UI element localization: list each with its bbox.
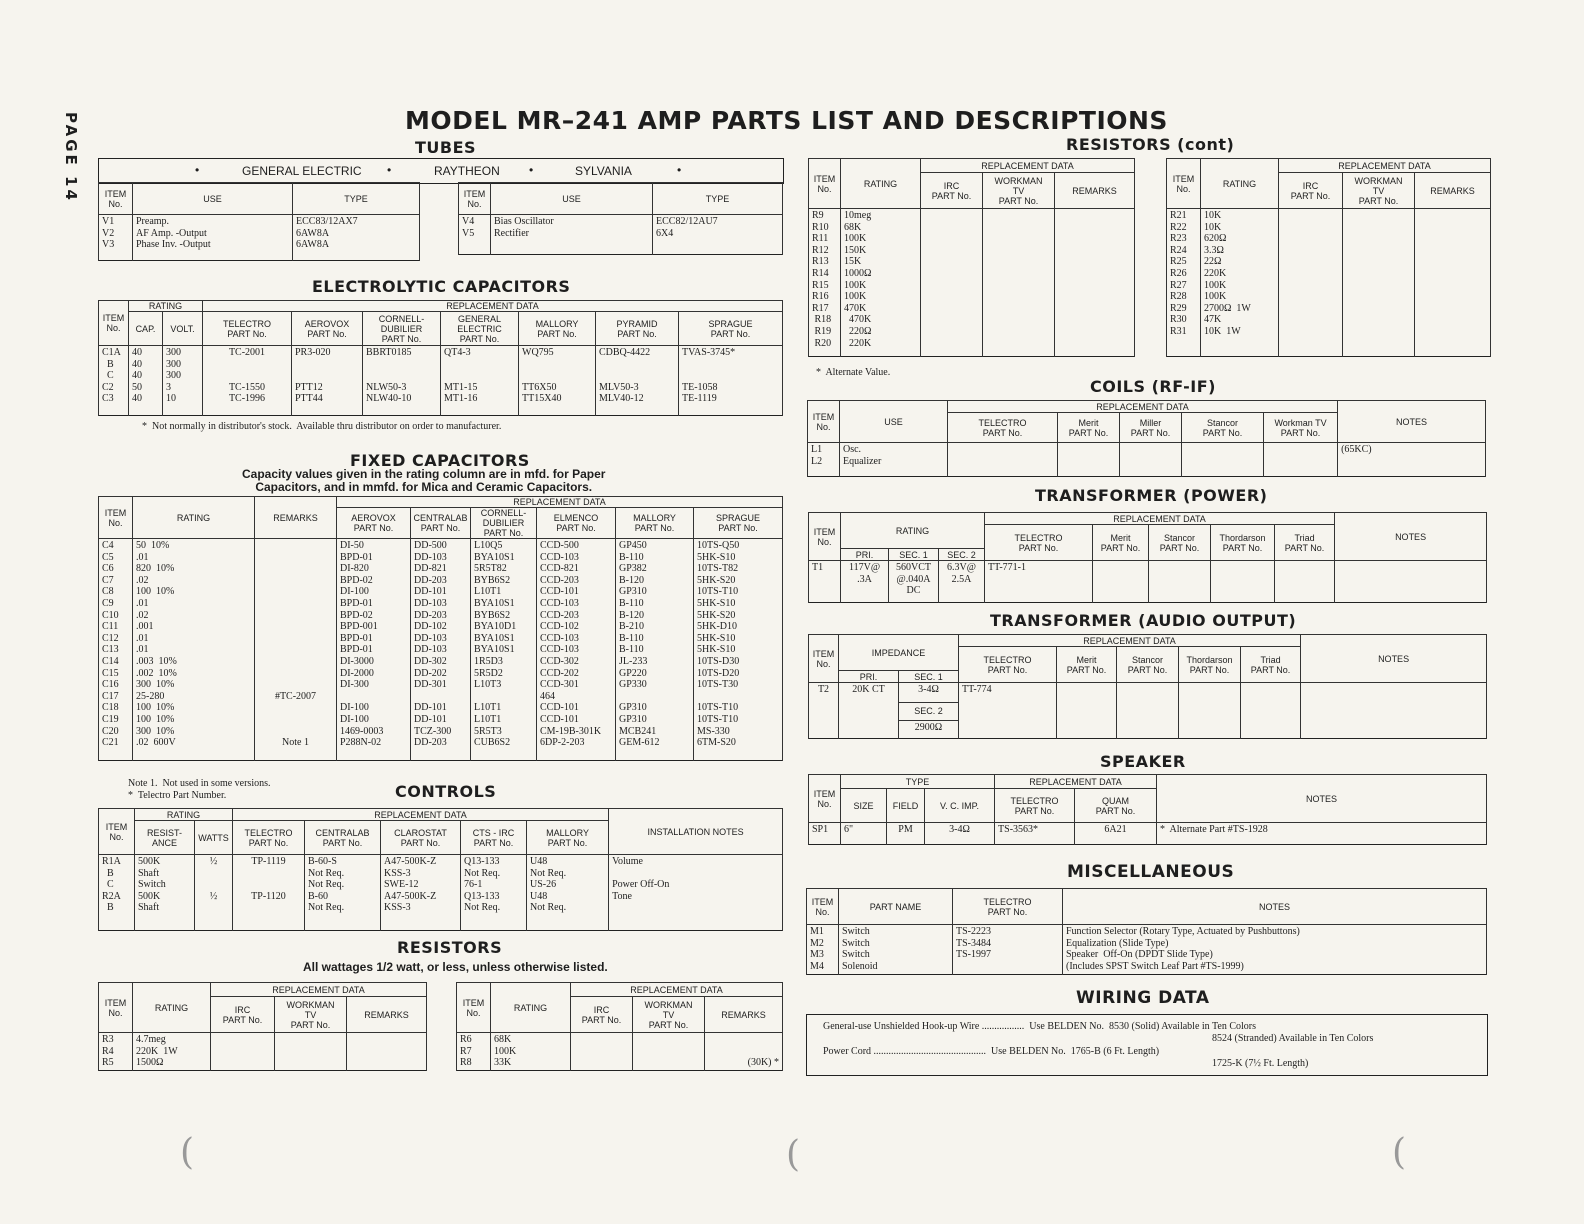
wiring-line-4: 1725-K (7½ Ft. Length) [1212, 1058, 1309, 1069]
hdr-replacement: REPLACEMENT DATA [233, 809, 609, 821]
col-stancor [1149, 561, 1211, 603]
hdr-telectro: TELECTRO PART No. [995, 789, 1075, 823]
speaker-title: SPEAKER [1100, 752, 1186, 771]
col-mallory: WQ795 TT6X50 TT15X40 [519, 346, 596, 416]
col-telectro: TS-3563* [995, 823, 1075, 845]
hdr-item: ITEM No. [99, 809, 135, 855]
col-notes: * Alternate Part #TS-1928 [1157, 823, 1487, 845]
tube-brands-bar: • GENERAL ELECTRIC • RAYTHEON • SYLVANIA • [98, 158, 784, 184]
hdr-replacement: REPLACEMENT DATA [337, 497, 783, 508]
hdr-merit: Merit PART No. [1057, 647, 1117, 683]
hdr-field: FIELD [887, 789, 925, 823]
col-workman [633, 1033, 705, 1071]
electrolytic-footnote: * Not normally in distributor's stock. Available thru distributor on order to manufacturer. [142, 421, 502, 432]
wiring-title: WIRING DATA [1076, 988, 1210, 1008]
tube-items: V4 V5 [459, 215, 491, 255]
col-item: T1 [809, 561, 841, 603]
fixed-table [98, 496, 783, 761]
resistors-cont-footnote: * Alternate Value. [816, 367, 891, 378]
wiring-box [806, 1014, 1488, 1076]
hdr-item: ITEM No. [809, 635, 839, 683]
col-item: T2 [809, 683, 839, 739]
hdr-replacement: REPLACEMENT DATA [985, 513, 1335, 525]
col-watts: ½ ½ [195, 855, 233, 931]
hdr-impedance: IMPEDANCE [839, 635, 959, 671]
hdr-clarostat: CLAROSTAT PART No. [381, 821, 461, 855]
hdr-notes: NOTES [1157, 775, 1487, 823]
hdr-replacement: REPLACEMENT DATA [1279, 159, 1491, 173]
col-cornell: BBRT0185 NLW50-3 NLW40-10 [363, 346, 441, 416]
tube-uses: Bias Oscillator Rectifier [491, 215, 653, 255]
col-remarks [1055, 209, 1135, 357]
hdr-centralab: CENTRALAB PART No. [305, 821, 381, 855]
hdr-item: ITEM No. [808, 401, 840, 443]
hdr-sec2: SEC. 2 [939, 549, 985, 561]
hdr-replacement: REPLACEMENT DATA [921, 159, 1135, 173]
col-sec1: 560VCT @.040A DC [889, 561, 939, 603]
col-sprague: TVAS-3745* TE-1058 TE-1119 [679, 346, 783, 416]
hdr-irc: IRC PART No. [1279, 173, 1343, 209]
col-clarostat: A47-500K-Z KSS-3 SWE-12 A47-500K-Z KSS-3 [381, 855, 461, 931]
hdr-rating: RATING [135, 809, 233, 821]
col-rating: 50 10% .01 820 10% .02 100 10% .01 .02 .001 .01 .01 .003 10% .002 10% 300 10% 25-280 100 10% 100 10% 300 10% .02 600V [133, 539, 255, 761]
col-ge: QT4-3 MT1-15 MT1-16 [441, 346, 519, 416]
hdr-rating: RATING [129, 301, 203, 312]
col-telectro: TP-1119 TP-1120 [233, 855, 305, 931]
hdr-remarks: REMARKS [347, 997, 427, 1033]
hdr-workman: WORKMAN TV PART No. [275, 997, 347, 1033]
hdr-pyramid: PYRAMID PART No. [596, 312, 679, 346]
col-remarks [347, 1033, 427, 1071]
col-telectro: TC-2001 TC-1550 TC-1996 [203, 346, 292, 416]
col-item: M1 M2 M3 M4 [807, 925, 839, 975]
hdr-aerovox: AEROVOX PART No. [337, 508, 411, 539]
hdr-stancor: Stancor PART No. [1149, 525, 1211, 561]
hdr-centralab: CENTRALAB PART No. [411, 508, 471, 539]
col-pri: 20K CT [839, 683, 899, 739]
col-telectro: TT-771-1 [985, 561, 1093, 603]
col-cornell: L10Q5 BYA10S1 5R5T82 BYB6S2 L10T1 BYA10S1 BYB6S2 BYA10D1 BYA10S1 BYA10S1 1R5D3 5R5D2 L10T3 L10T1 L10T1 5R5T3 CUB6S2 [471, 539, 537, 761]
wiring-line-3: Power Cord ............................................. Use BELDEN No. 1765-B (6 Ft. Length) [823, 1046, 1160, 1057]
hdr-replacement: REPLACEMENT DATA [995, 775, 1157, 789]
hdr-watts: WATTS [195, 821, 233, 855]
col-stancor [1117, 683, 1179, 739]
wiring-line-2: 8524 (Stranded) Available in Ten Colors [1212, 1033, 1374, 1044]
hdr-replacement: REPLACEMENT DATA [948, 401, 1338, 413]
col-sec1: 3-4Ω [899, 683, 959, 703]
hdr-rating: RATING [133, 497, 255, 539]
hdr-use: USE [491, 183, 653, 215]
tubes-title: TUBES [415, 138, 477, 157]
hdr-item: ITEM No. [809, 159, 841, 209]
hdr-workman: Workman TV PART No. [1264, 413, 1338, 443]
tube-types: ECC82/12AU7 6X4 [653, 215, 783, 255]
col-sprague: 10TS-Q50 5HK-S10 10TS-T82 5HK-S20 10TS-T10 5HK-S10 5HK-S20 5HK-D10 5HK-S10 5HK-S10 10TS-D30 10TS-D20 10TS-T30 10TS-T10 10TS-T10 MS-330 6TM-S20 [694, 539, 783, 761]
fixed-subtitle: Capacity values given in the rating column are in mfd. for Paper Capacitors, and in mmfd. for Mica and Ceramic Capacitors. [242, 467, 606, 494]
resistors-subtitle: All wattages 1/2 watt, or less, unless otherwise listed. [303, 960, 608, 974]
col-telectro: TS-2223 TS-3484 TS-1997 [953, 925, 1063, 975]
hdr-merit: Merit PART No. [1058, 413, 1120, 443]
tube-items: V1 V2 V3 [99, 215, 133, 261]
col-item: C4 C5 C6 C7 C8 C9 C10 C11 C12 C13 C14 C15 C16 C17 C18 C19 C20 C21 [99, 539, 133, 761]
hdr-replacement: REPLACEMENT DATA [959, 635, 1301, 647]
hdr-replacement: REPLACEMENT DATA [211, 983, 427, 997]
hdr-vc-imp: V. C. IMP. [925, 789, 995, 823]
col-irc [211, 1033, 275, 1071]
resistors-title: RESISTORS [397, 938, 503, 957]
tube-uses: Preamp. AF Amp. -Output Phase Inv. -Output [133, 215, 293, 261]
col-irc [921, 209, 983, 357]
col-remarks: #TC-2007 Note 1 [255, 539, 337, 761]
hdr-volt: VOLT. [163, 312, 203, 346]
fixed-title: FIXED CAPACITORS [350, 451, 530, 470]
hdr-telectro: TELECTRO PART No. [953, 889, 1063, 925]
hdr-pri: PRI. [841, 549, 889, 561]
hdr-item: ITEM No. [459, 183, 491, 215]
speaker-table [808, 774, 1487, 845]
hdr-notes: NOTES [1063, 889, 1487, 925]
col-item: R3 R4 R5 [99, 1033, 133, 1071]
page-label: PAGE 14 [62, 112, 80, 203]
hdr-rating: RATING [491, 983, 571, 1033]
tpower-title: TRANSFORMER (POWER) [1035, 486, 1268, 505]
electrolytic-table [98, 300, 783, 416]
hdr-ge: GENERAL ELECTRIC PART No. [441, 312, 519, 346]
hdr-replacement: REPLACEMENT DATA [203, 301, 783, 312]
hdr-merit: Merit PART No. [1093, 525, 1149, 561]
col-rating: 4.7meg 220K 1W 1500Ω [133, 1033, 211, 1071]
col-use: Osc. Equalizer [840, 443, 948, 477]
hdr-triad: Triad PART No. [1241, 647, 1301, 683]
col-merit [1057, 683, 1117, 739]
hdr-telectro: TELECTRO PART No. [203, 312, 292, 346]
col-size: 6" [841, 823, 887, 845]
hdr-sprague: SPRAGUE PART No. [679, 312, 783, 346]
hdr-type: TYPE [293, 183, 420, 215]
col-elmenco: CCD-500 CCD-103 CCD-821 CCD-203 CCD-101 CCD-103 CCD-203 CCD-102 CCD-103 CCD-103 CCD-302 CCD-202 CCD-301 464 CCD-101 CCD-101 CM-19B-301K 6DP-2-203 [537, 539, 616, 761]
col-workman [1264, 443, 1338, 477]
tubes-table-right [458, 182, 783, 255]
hdr-remarks: REMARKS [255, 497, 337, 539]
hdr-cornell: CORNELL- DUBILIER PART No. [363, 312, 441, 346]
col-sec2: 6.3V@ 2.5A [939, 561, 985, 603]
col-triad [1241, 683, 1301, 739]
col-merit [1093, 561, 1149, 603]
hdr-item: ITEM No. [807, 889, 839, 925]
brand-raytheon: RAYTHEON [434, 164, 500, 178]
hdr-rating: RATING [1201, 159, 1279, 209]
hdr-item: ITEM No. [99, 497, 133, 539]
hdr-part-name: PART NAME [839, 889, 953, 925]
resistors-table-right [456, 982, 783, 1071]
wiring-line-1: General-use Unshielded Hook-up Wire ................. Use BELDEN No. 8530 (Solid) Available in Ten Colors [823, 1021, 1256, 1032]
hdr-item: ITEM No. [99, 183, 133, 215]
electrolytic-title: ELECTROLYTIC CAPACITORS [312, 277, 571, 296]
hdr-resistance: RESIST- ANCE [135, 821, 195, 855]
col-centralab: DD-500 DD-103 DD-821 DD-203 DD-101 DD-103 DD-203 DD-102 DD-103 DD-103 DD-302 DD-202 DD-301 DD-101 DD-101 TCZ-300 DD-203 [411, 539, 471, 761]
col-item: R1A B C R2A B [99, 855, 135, 931]
controls-table [98, 808, 783, 931]
hdr-type: TYPE [841, 775, 995, 789]
col-quam: 6A21 [1075, 823, 1157, 845]
hdr-sec1: SEC. 1 [899, 671, 959, 683]
col-telectro: TT-774 [959, 683, 1057, 739]
col-item: SP1 [809, 823, 841, 845]
hdr-telectro: TELECTRO PART No. [948, 413, 1058, 443]
hdr-replacement: REPLACEMENT DATA [571, 983, 783, 997]
col-notes [1301, 683, 1487, 739]
resistors-table-left [98, 982, 427, 1071]
col-pyramid: CDBQ-4422 MLV50-3 MLV40-12 [596, 346, 679, 416]
col-merit [1058, 443, 1120, 477]
hdr-notes: NOTES [1301, 635, 1487, 683]
col-remarks: (30K) * [705, 1033, 783, 1071]
controls-title: CONTROLS [395, 782, 497, 801]
col-stancor [1182, 443, 1264, 477]
hdr-item: ITEM No. [457, 983, 491, 1033]
misc-table [806, 888, 1487, 975]
col-centralab: B-60-S Not Req. Not Req. B-60 Not Req. [305, 855, 381, 931]
hdr-sprague: SPRAGUE PART No. [694, 508, 783, 539]
resistors-cont-table-left [808, 158, 1135, 357]
col-remarks [1415, 209, 1491, 357]
col-cts-irc: Q13-133 Not Req. 76-1 Q13-133 Not Req. [461, 855, 527, 931]
col-rating: 68K 100K 33K [491, 1033, 571, 1071]
taudio-table [808, 634, 1487, 739]
hdr-use: USE [840, 401, 948, 443]
hdr-mallory: MALLORY PART No. [616, 508, 694, 539]
hdr-quam: QUAM PART No. [1075, 789, 1157, 823]
col-workman [983, 209, 1055, 357]
binder-mark: ( [180, 1132, 195, 1173]
col-notes: Function Selector (Rotary Type, Actuated by Pushbuttons) Equalization (Slide Type) Speaker Off-On (DPDT Slide Type) (Includes SPST Switch Leaf Part #TS-1999) [1063, 925, 1487, 975]
col-item: R21 R22 R23 R24 R25 R26 R27 R28 R29 R30 R31 [1167, 209, 1201, 357]
hdr-telectro: TELECTRO PART No. [233, 821, 305, 855]
hdr-type: TYPE [653, 183, 783, 215]
hdr-remarks: REMARKS [705, 997, 783, 1033]
hdr-workman: WORKMAN TV PART No. [1343, 173, 1415, 209]
col-rating: 10meg 68K 100K 150K 15K 1000Ω 100K 100K 470K 470K 220Ω 220K [841, 209, 921, 357]
col-notes: (65KC) [1338, 443, 1486, 477]
hdr-stancor: Stancor PART No. [1182, 413, 1264, 443]
hdr-telectro: TELECTRO PART No. [959, 647, 1057, 683]
hdr-item: ITEM No. [99, 301, 129, 346]
col-irc [1279, 209, 1343, 357]
col-telectro [948, 443, 1058, 477]
hdr-mallory: MALLORY PART No. [527, 821, 609, 855]
hdr-pri: PRI. [839, 671, 899, 683]
hdr-sec1: SEC. 1 [889, 549, 939, 561]
hdr-notes: NOTES [1338, 401, 1486, 443]
col-sec2: 2900Ω [899, 721, 959, 739]
col-cap: 40 40 40 50 40 [129, 346, 163, 416]
hdr-irc: IRC PART No. [921, 173, 983, 209]
hdr-workman: WORKMAN TV PART No. [983, 173, 1055, 209]
col-miller [1120, 443, 1182, 477]
hdr-telectro: TELECTRO PART No. [985, 525, 1093, 561]
col-aerovox: PR3-020 PTT12 PTT44 [292, 346, 363, 416]
col-item: C1A B C C2 C3 [99, 346, 129, 416]
resistors-cont-table-right [1166, 158, 1491, 357]
page-title: MODEL MR–241 AMP PARTS LIST AND DESCRIPTIONS [405, 106, 1168, 135]
col-field: PM [887, 823, 925, 845]
hdr-item: ITEM No. [809, 775, 841, 823]
hdr-aerovox: AEROVOX PART No. [292, 312, 363, 346]
col-mallory: GP450 B-110 GP382 B-120 GP310 B-110 B-120 B-210 B-110 B-110 JL-233 GP220 GP330 GP310 GP310 MCB241 GEM-612 [616, 539, 694, 761]
hdr-cornell: CORNELL- DUBILIER PART No. [471, 508, 537, 539]
col-notes [1335, 561, 1487, 603]
hdr-use: USE [133, 183, 293, 215]
hdr-elmenco: ELMENCO PART No. [537, 508, 616, 539]
binder-mark: ( [1392, 1132, 1407, 1173]
resistors-cont-title: RESISTORS (cont) [1066, 135, 1235, 154]
hdr-rating: RATING [133, 983, 211, 1033]
col-rating: 10K 10K 620Ω 3.3Ω 22Ω 220K 100K 100K 2700Ω 1W 47K 10K 1W [1201, 209, 1279, 357]
hdr-miller: Miller PART No. [1120, 413, 1182, 443]
misc-title: MISCELLANEOUS [1067, 862, 1235, 882]
coils-table [807, 400, 1486, 477]
col-vc-imp: 3-4Ω [925, 823, 995, 845]
col-irc [571, 1033, 633, 1071]
hdr-workman: WORKMAN TV PART No. [633, 997, 705, 1033]
col-mallory: U48 Not Req. US-26 U48 Not Req. [527, 855, 609, 931]
hdr-size: SIZE [841, 789, 887, 823]
col-resistance: 500K Shaft Switch 500K Shaft [135, 855, 195, 931]
hdr-installation-notes: INSTALLATION NOTES [609, 809, 783, 855]
col-installation-notes: Volume Power Off-On Tone [609, 855, 783, 931]
hdr-item: ITEM No. [809, 513, 841, 561]
brand-sylvania: SYLVANIA [575, 164, 632, 178]
col-item: R6 R7 R8 [457, 1033, 491, 1071]
fixed-notes: Note 1. Not used in some versions. * Telectro Part Number. [128, 778, 271, 801]
hdr-remarks: REMARKS [1415, 173, 1491, 209]
col-thordarson [1211, 561, 1275, 603]
col-volt: 300 300 300 3 10 [163, 346, 203, 416]
tubes-table-left [98, 182, 420, 261]
col-thordarson [1179, 683, 1241, 739]
hdr-item: ITEM No. [99, 983, 133, 1033]
tube-types: ECC83/12AX7 6AW8A 6AW8A [293, 215, 420, 261]
col-part-name: Switch Switch Switch Solenoid [839, 925, 953, 975]
hdr-mallory: MALLORY PART No. [519, 312, 596, 346]
hdr-sec2: SEC. 2 [899, 703, 959, 721]
hdr-cap: CAP. [129, 312, 163, 346]
hdr-cts-irc: CTS - IRC PART No. [461, 821, 527, 855]
hdr-remarks: REMARKS [1055, 173, 1135, 209]
col-pri: 117V@ .3A [841, 561, 889, 603]
col-item: L1 L2 [808, 443, 840, 477]
hdr-stancor: Stancor PART No. [1117, 647, 1179, 683]
col-workman [1343, 209, 1415, 357]
tpower-table [808, 512, 1487, 603]
hdr-rating: RATING [841, 159, 921, 209]
col-aerovox: DI-50 BPD-01 DI-820 BPD-02 DI-100 BPD-01 BPD-02 BPD-001 BPD-01 BPD-01 DI-3000 DI-2000 DI-300 DI-100 DI-100 1469-0003 P288N-02 [337, 539, 411, 761]
col-triad [1275, 561, 1335, 603]
hdr-rating: RATING [841, 513, 985, 549]
hdr-irc: IRC PART No. [571, 997, 633, 1033]
brand-ge: GENERAL ELECTRIC [242, 164, 362, 178]
hdr-notes: NOTES [1335, 513, 1487, 561]
col-item: R9 R10 R11 R12 R13 R14 R15 R16 R17 R18 R19 R20 [809, 209, 841, 357]
hdr-irc: IRC PART No. [211, 997, 275, 1033]
taudio-title: TRANSFORMER (AUDIO OUTPUT) [990, 611, 1297, 630]
hdr-item: ITEM No. [1167, 159, 1201, 209]
binder-mark: ( [786, 1134, 801, 1175]
hdr-thordarson: Thordarson PART No. [1179, 647, 1241, 683]
col-workman [275, 1033, 347, 1071]
hdr-thordarson: Thordarson PART No. [1211, 525, 1275, 561]
hdr-triad: Triad PART No. [1275, 525, 1335, 561]
coils-title: COILS (RF-IF) [1090, 377, 1216, 396]
